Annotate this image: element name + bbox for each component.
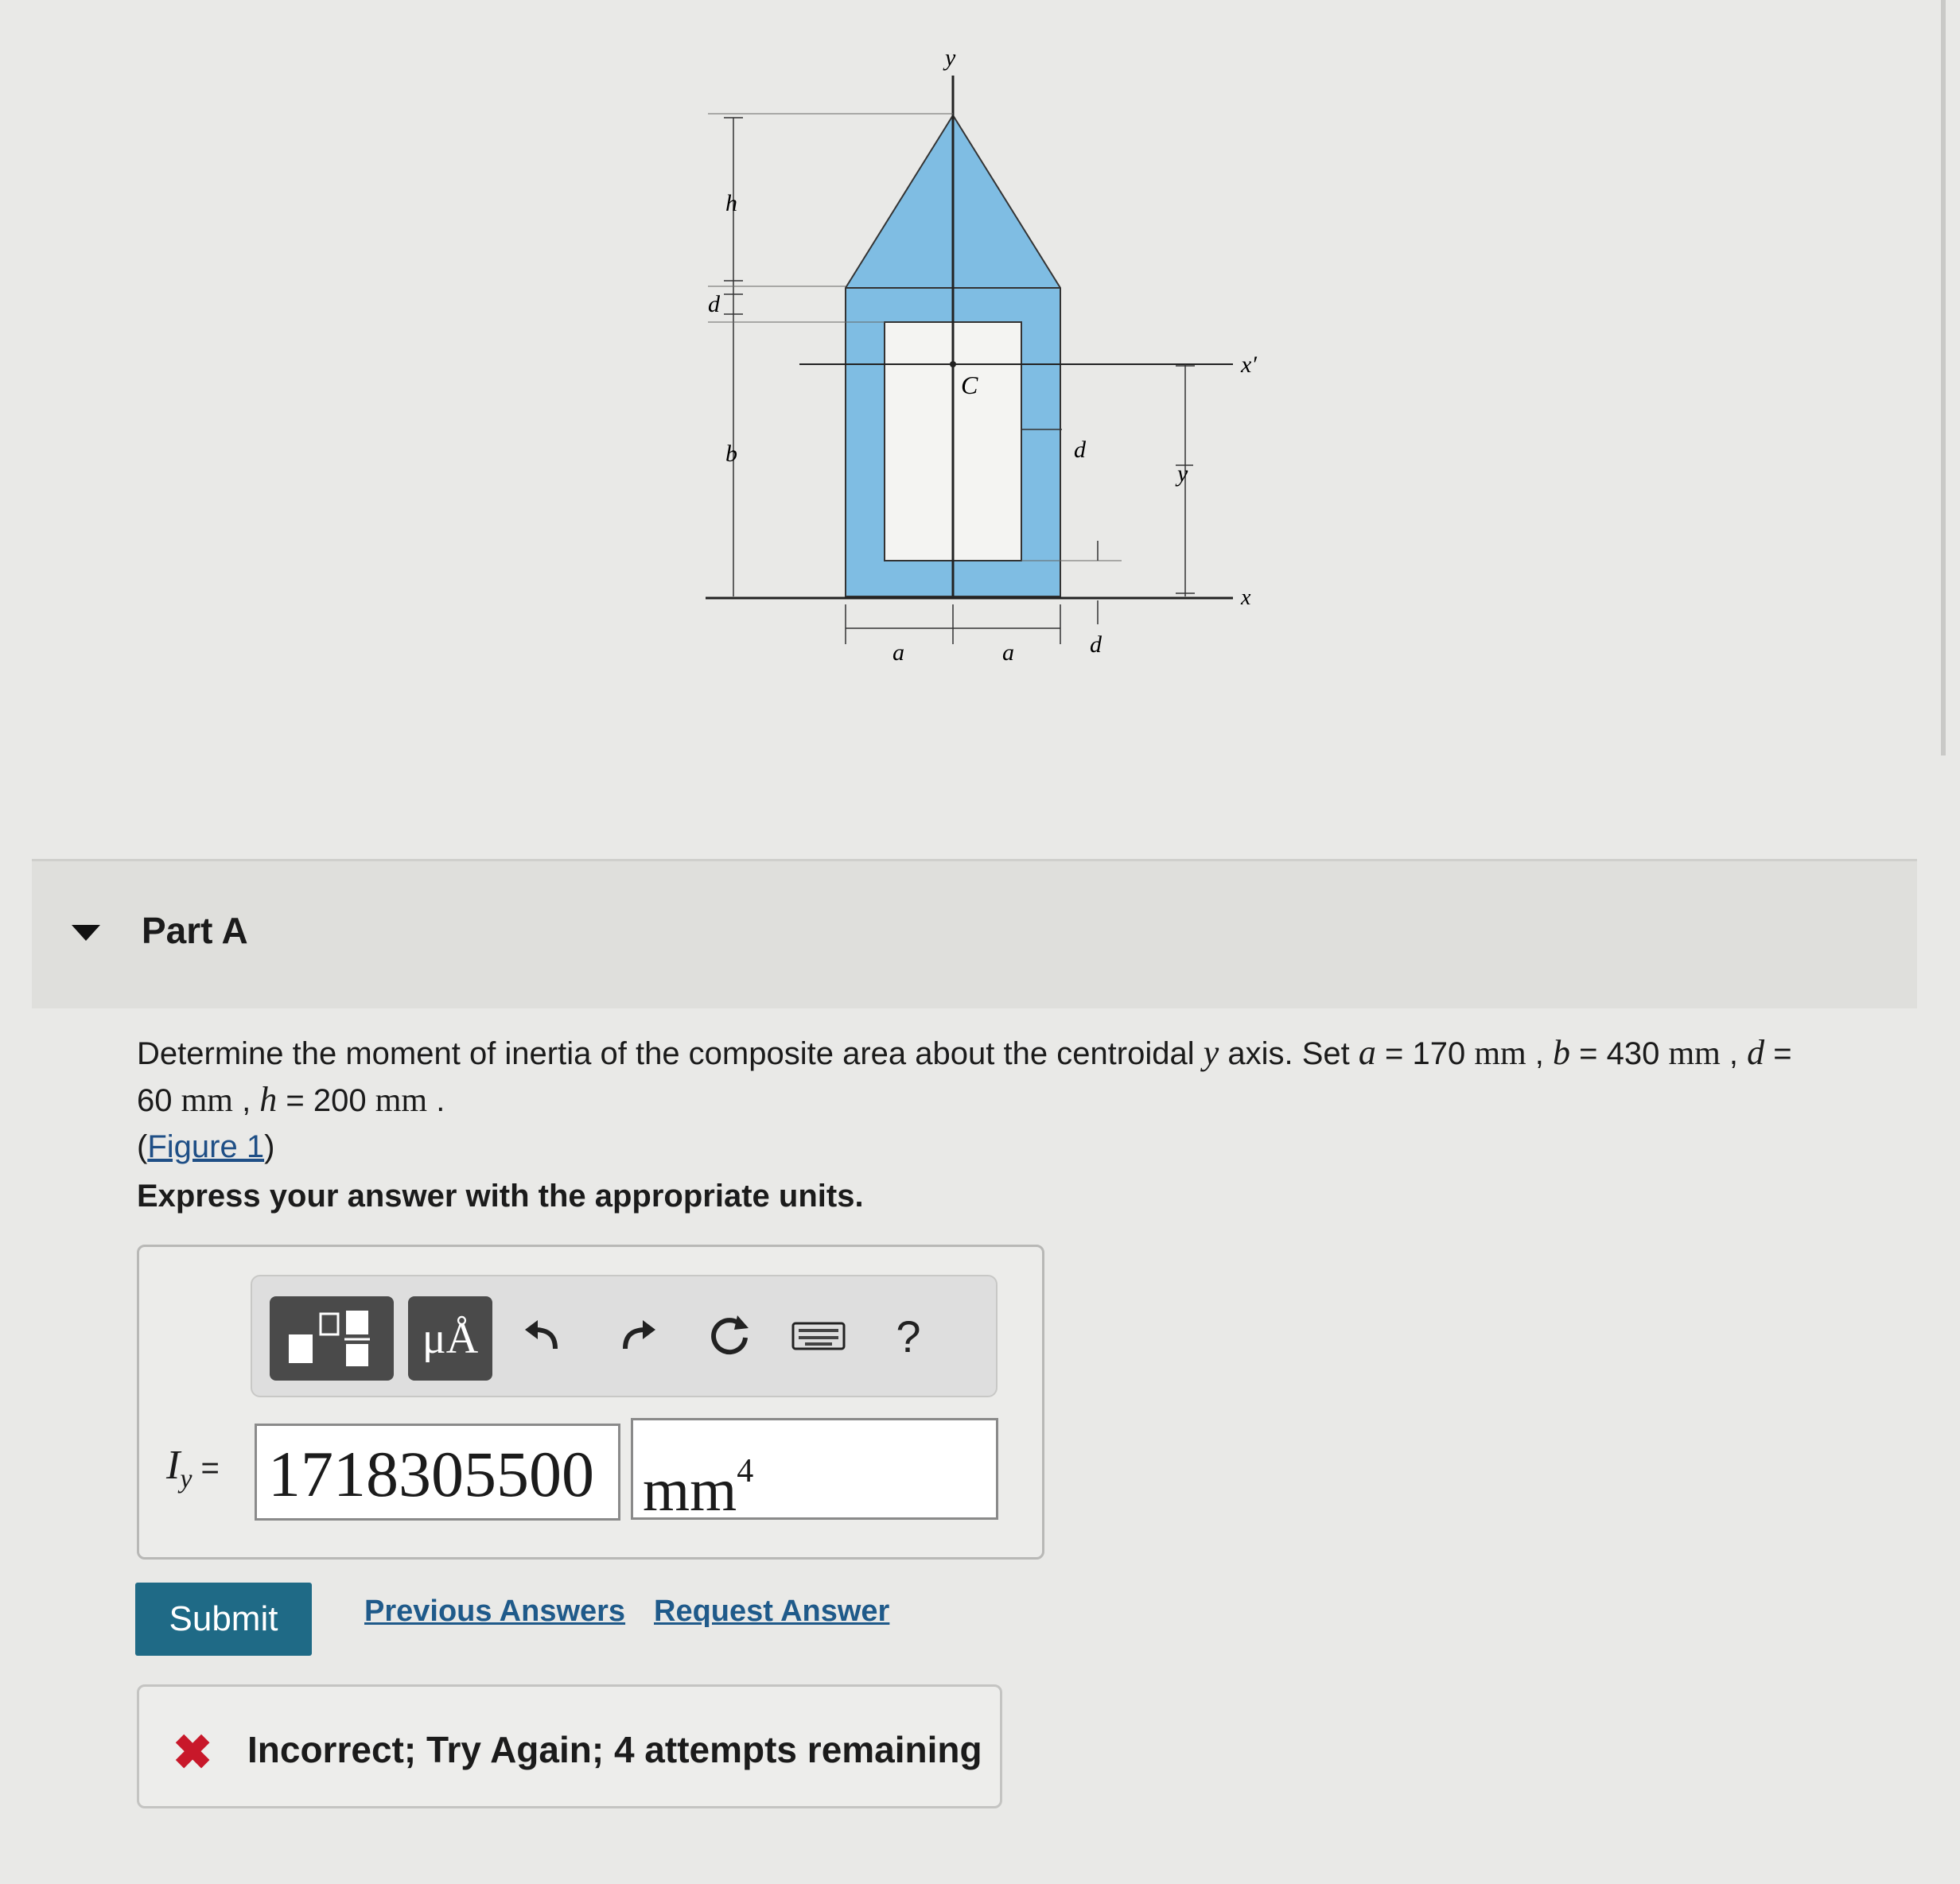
- units-button[interactable]: μÅ: [408, 1296, 492, 1381]
- label-x-axis: x: [1241, 585, 1251, 610]
- feedback-text: Incorrect; Try Again; 4 attempts remaining: [247, 1729, 982, 1770]
- label-a-right: a: [1002, 639, 1014, 666]
- part-title: Part A: [142, 910, 248, 951]
- answer-instruction: Express your answer with the appropriate units.: [137, 1179, 864, 1214]
- label-b: b: [725, 441, 737, 467]
- undo-icon[interactable]: [515, 1308, 570, 1364]
- composite-area-figure: [676, 32, 1297, 716]
- unit-input[interactable]: $mm^4$: [631, 1418, 998, 1520]
- part-a-header[interactable]: [32, 859, 1917, 1008]
- problem-statement: Determine the moment of inertia of the composite area about the centroidal y axis. Set a = 170 mm , b = 430 mm , d = 60 mm , h = 200 mm . (Figure 1): [137, 1033, 1792, 1164]
- figure-1-link[interactable]: Figure 1: [147, 1129, 265, 1164]
- answer-box: [137, 1245, 1044, 1560]
- incorrect-x-icon: ✖: [173, 1726, 213, 1779]
- templates-button[interactable]: [270, 1296, 394, 1381]
- label-a-left: a: [892, 639, 904, 666]
- templates-icon: [270, 1296, 394, 1381]
- help-button[interactable]: ?: [896, 1311, 921, 1362]
- label-y-axis: y: [945, 45, 956, 71]
- feedback-box: [137, 1684, 1002, 1808]
- previous-answers-link[interactable]: Previous Answers: [364, 1595, 626, 1628]
- label-d-top: d: [708, 291, 720, 317]
- reset-icon[interactable]: [702, 1308, 757, 1364]
- keyboard-icon[interactable]: [787, 1308, 850, 1364]
- collapse-caret-icon[interactable]: [72, 925, 100, 941]
- iy-label: $I_y$ =: [166, 1443, 220, 1494]
- value-input[interactable]: 1718305500: [255, 1424, 620, 1521]
- request-answer-link[interactable]: Request Answer: [654, 1595, 890, 1628]
- label-d-bottom: d: [1090, 631, 1102, 658]
- label-h: h: [725, 190, 737, 216]
- label-x-prime: x′: [1241, 352, 1257, 378]
- label-centroid: C: [961, 371, 978, 399]
- label-d-right: d: [1074, 437, 1086, 463]
- scrollbar-edge: [1941, 0, 1946, 756]
- label-y-bar: y: [1177, 460, 1188, 487]
- math-toolbar: [251, 1275, 998, 1397]
- submit-button[interactable]: Submit: [135, 1583, 312, 1656]
- redo-icon[interactable]: [610, 1308, 666, 1364]
